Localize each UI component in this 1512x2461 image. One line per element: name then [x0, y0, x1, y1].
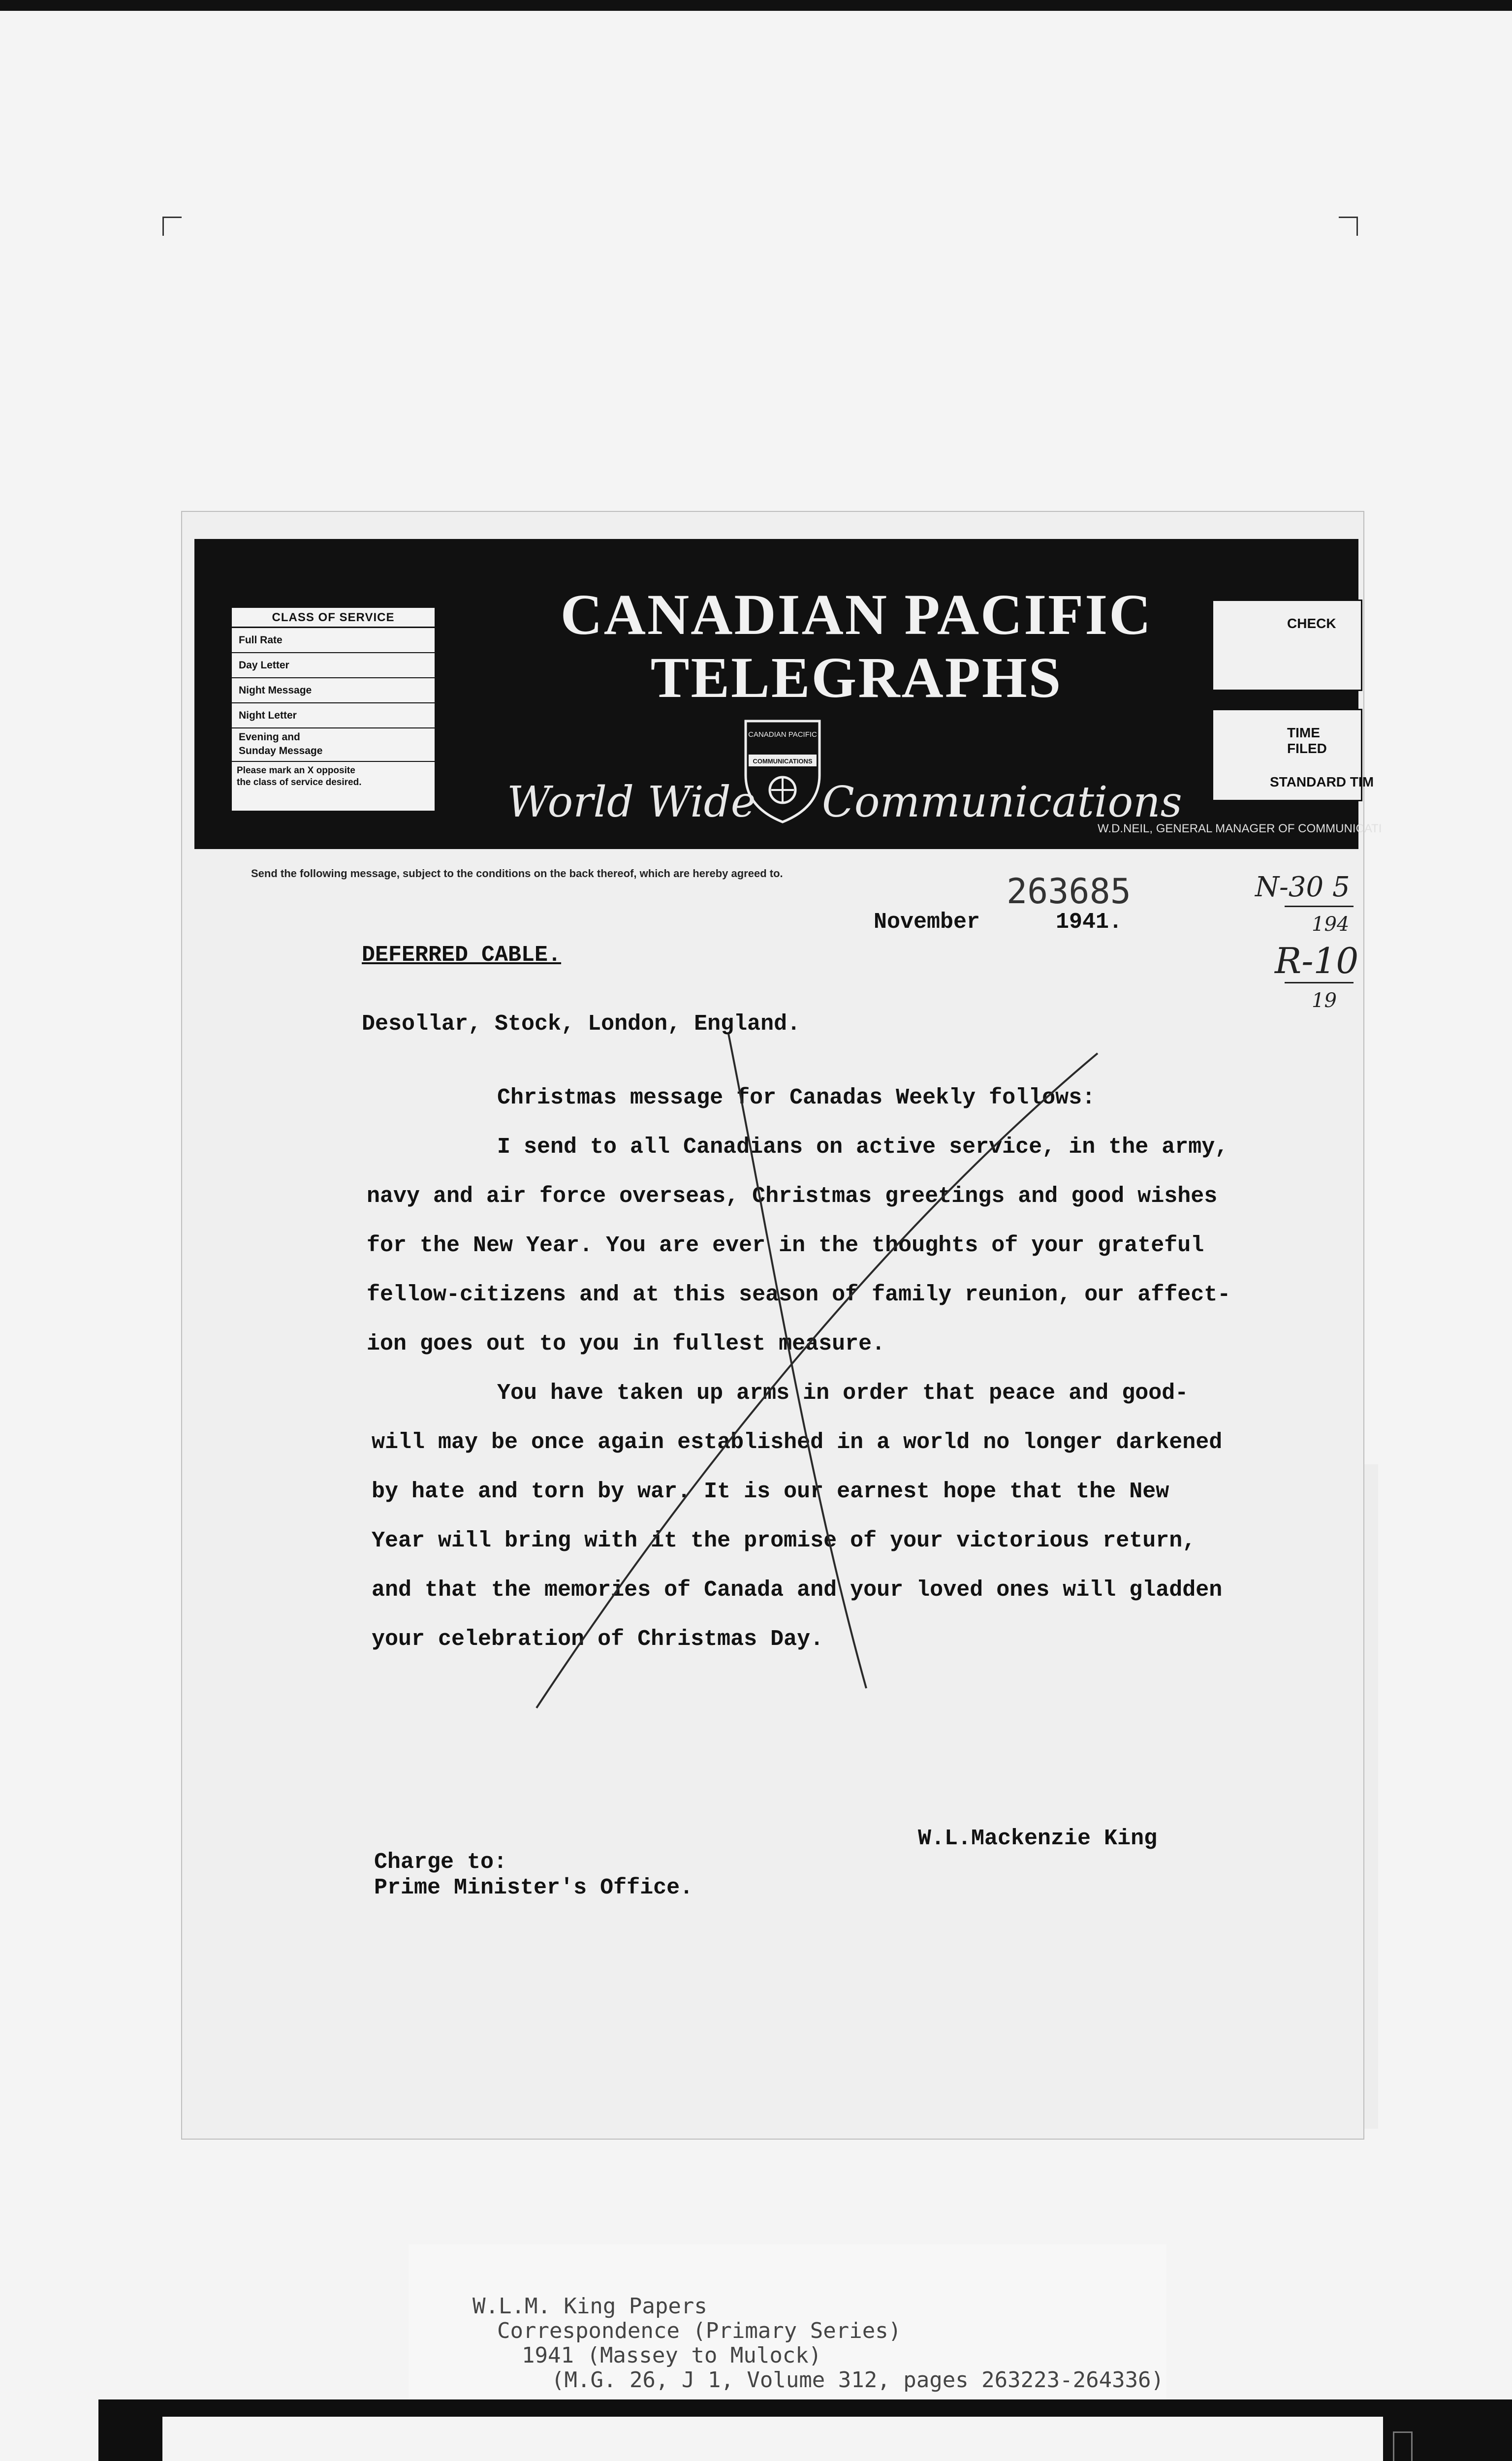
message-line: will may be once again established in a world no longer darkened	[372, 1430, 1223, 1455]
archive-reference-label	[409, 2244, 1166, 2407]
message-line: I send to all Canadians on active service, in the army,	[497, 1135, 1228, 1160]
service-option-evening-line1: Evening and	[239, 731, 300, 743]
date-year: 1941.	[1056, 910, 1123, 935]
archive-stamp	[162, 2417, 1383, 2461]
stamp-edge-mark	[1393, 2431, 1413, 2461]
reference-number: 263685	[1007, 871, 1131, 912]
message-line: Year will bring with it the promise of your victorious return,	[372, 1528, 1196, 1553]
message-line: by hate and torn by war. It is our earnest hope that the New	[372, 1479, 1169, 1504]
class-of-service-note-line1: Please mark an X opposite	[237, 765, 355, 776]
class-of-service-note-line2: the class of service desired.	[237, 777, 362, 788]
date-month: November	[874, 910, 980, 935]
handwritten-mark-2: R-10	[1275, 940, 1359, 981]
general-manager-line: W.D.NEIL, GENERAL MANAGER OF COMMUNICATI	[1098, 822, 1382, 835]
label-line: Correspondence (Primary Series)	[497, 2318, 902, 2343]
recipient-address: Desollar, Stock, London, England.	[362, 1011, 801, 1037]
label-line: W.L.M. King Papers	[472, 2294, 707, 2319]
service-option: Full Rate	[232, 628, 435, 653]
service-option: Night Message	[232, 678, 435, 703]
message-line: your celebration of Christmas Day.	[372, 1627, 824, 1652]
charge-label: Charge to:	[374, 1850, 507, 1875]
service-option: Night Letter	[232, 703, 435, 728]
message-line: and that the memories of Canada and your loved ones will gladden	[372, 1578, 1223, 1603]
label-line: (M.G. 26, J 1, Volume 312, pages 263223-264336)	[551, 2367, 1165, 2393]
check-label: CHECK	[1287, 616, 1336, 631]
service-option-evening-line2: Sunday Message	[239, 745, 323, 757]
service-option: Day Letter	[232, 653, 435, 678]
handwritten-mark-2-sub: 19	[1312, 989, 1337, 1012]
label-line: 1941 (Massey to Mulock)	[522, 2343, 822, 2368]
message-line: Christmas message for Canadas Weekly follows:	[497, 1085, 1096, 1110]
message-line: You have taken up arms in order that peace and good-	[497, 1381, 1189, 1406]
message-line: navy and air force overseas, Christmas greetings and good wishes	[367, 1184, 1218, 1209]
message-line: for the New Year. You are ever in the thoughts of your grateful	[367, 1233, 1204, 1258]
tagline-left: World Wide	[507, 778, 756, 827]
handwritten-mark-1: N-30 5	[1255, 871, 1350, 903]
message-heading: DEFERRED CABLE.	[362, 943, 562, 968]
time-filed-label: TIME FILED	[1287, 725, 1327, 756]
message-line: fellow-citizens and at this season of family reunion, our affect-	[367, 1282, 1231, 1307]
class-of-service-title: CLASS OF SERVICE	[232, 608, 435, 628]
signature: W.L.Mackenzie King	[918, 1826, 1158, 1851]
emblem-text-top: CANADIAN PACIFIC	[748, 730, 817, 739]
charge-to: Prime Minister's Office.	[374, 1875, 693, 1900]
standard-time-label: STANDARD TIM	[1270, 774, 1374, 789]
company-name-line2: TELEGRAPHS	[650, 645, 1063, 710]
company-name-line1: CANADIAN PACIFIC	[560, 582, 1153, 647]
tagline-right: Communications	[822, 778, 1182, 827]
conditions-line: Send the following message, subject to the conditions on the back thereof, which are hereby agreed to.	[251, 867, 783, 880]
message-line: ion goes out to you in fullest measure.	[367, 1331, 885, 1357]
handwritten-mark-1-sub: 194	[1312, 913, 1350, 936]
emblem-text-band: COMMUNICATIONS	[753, 757, 813, 765]
